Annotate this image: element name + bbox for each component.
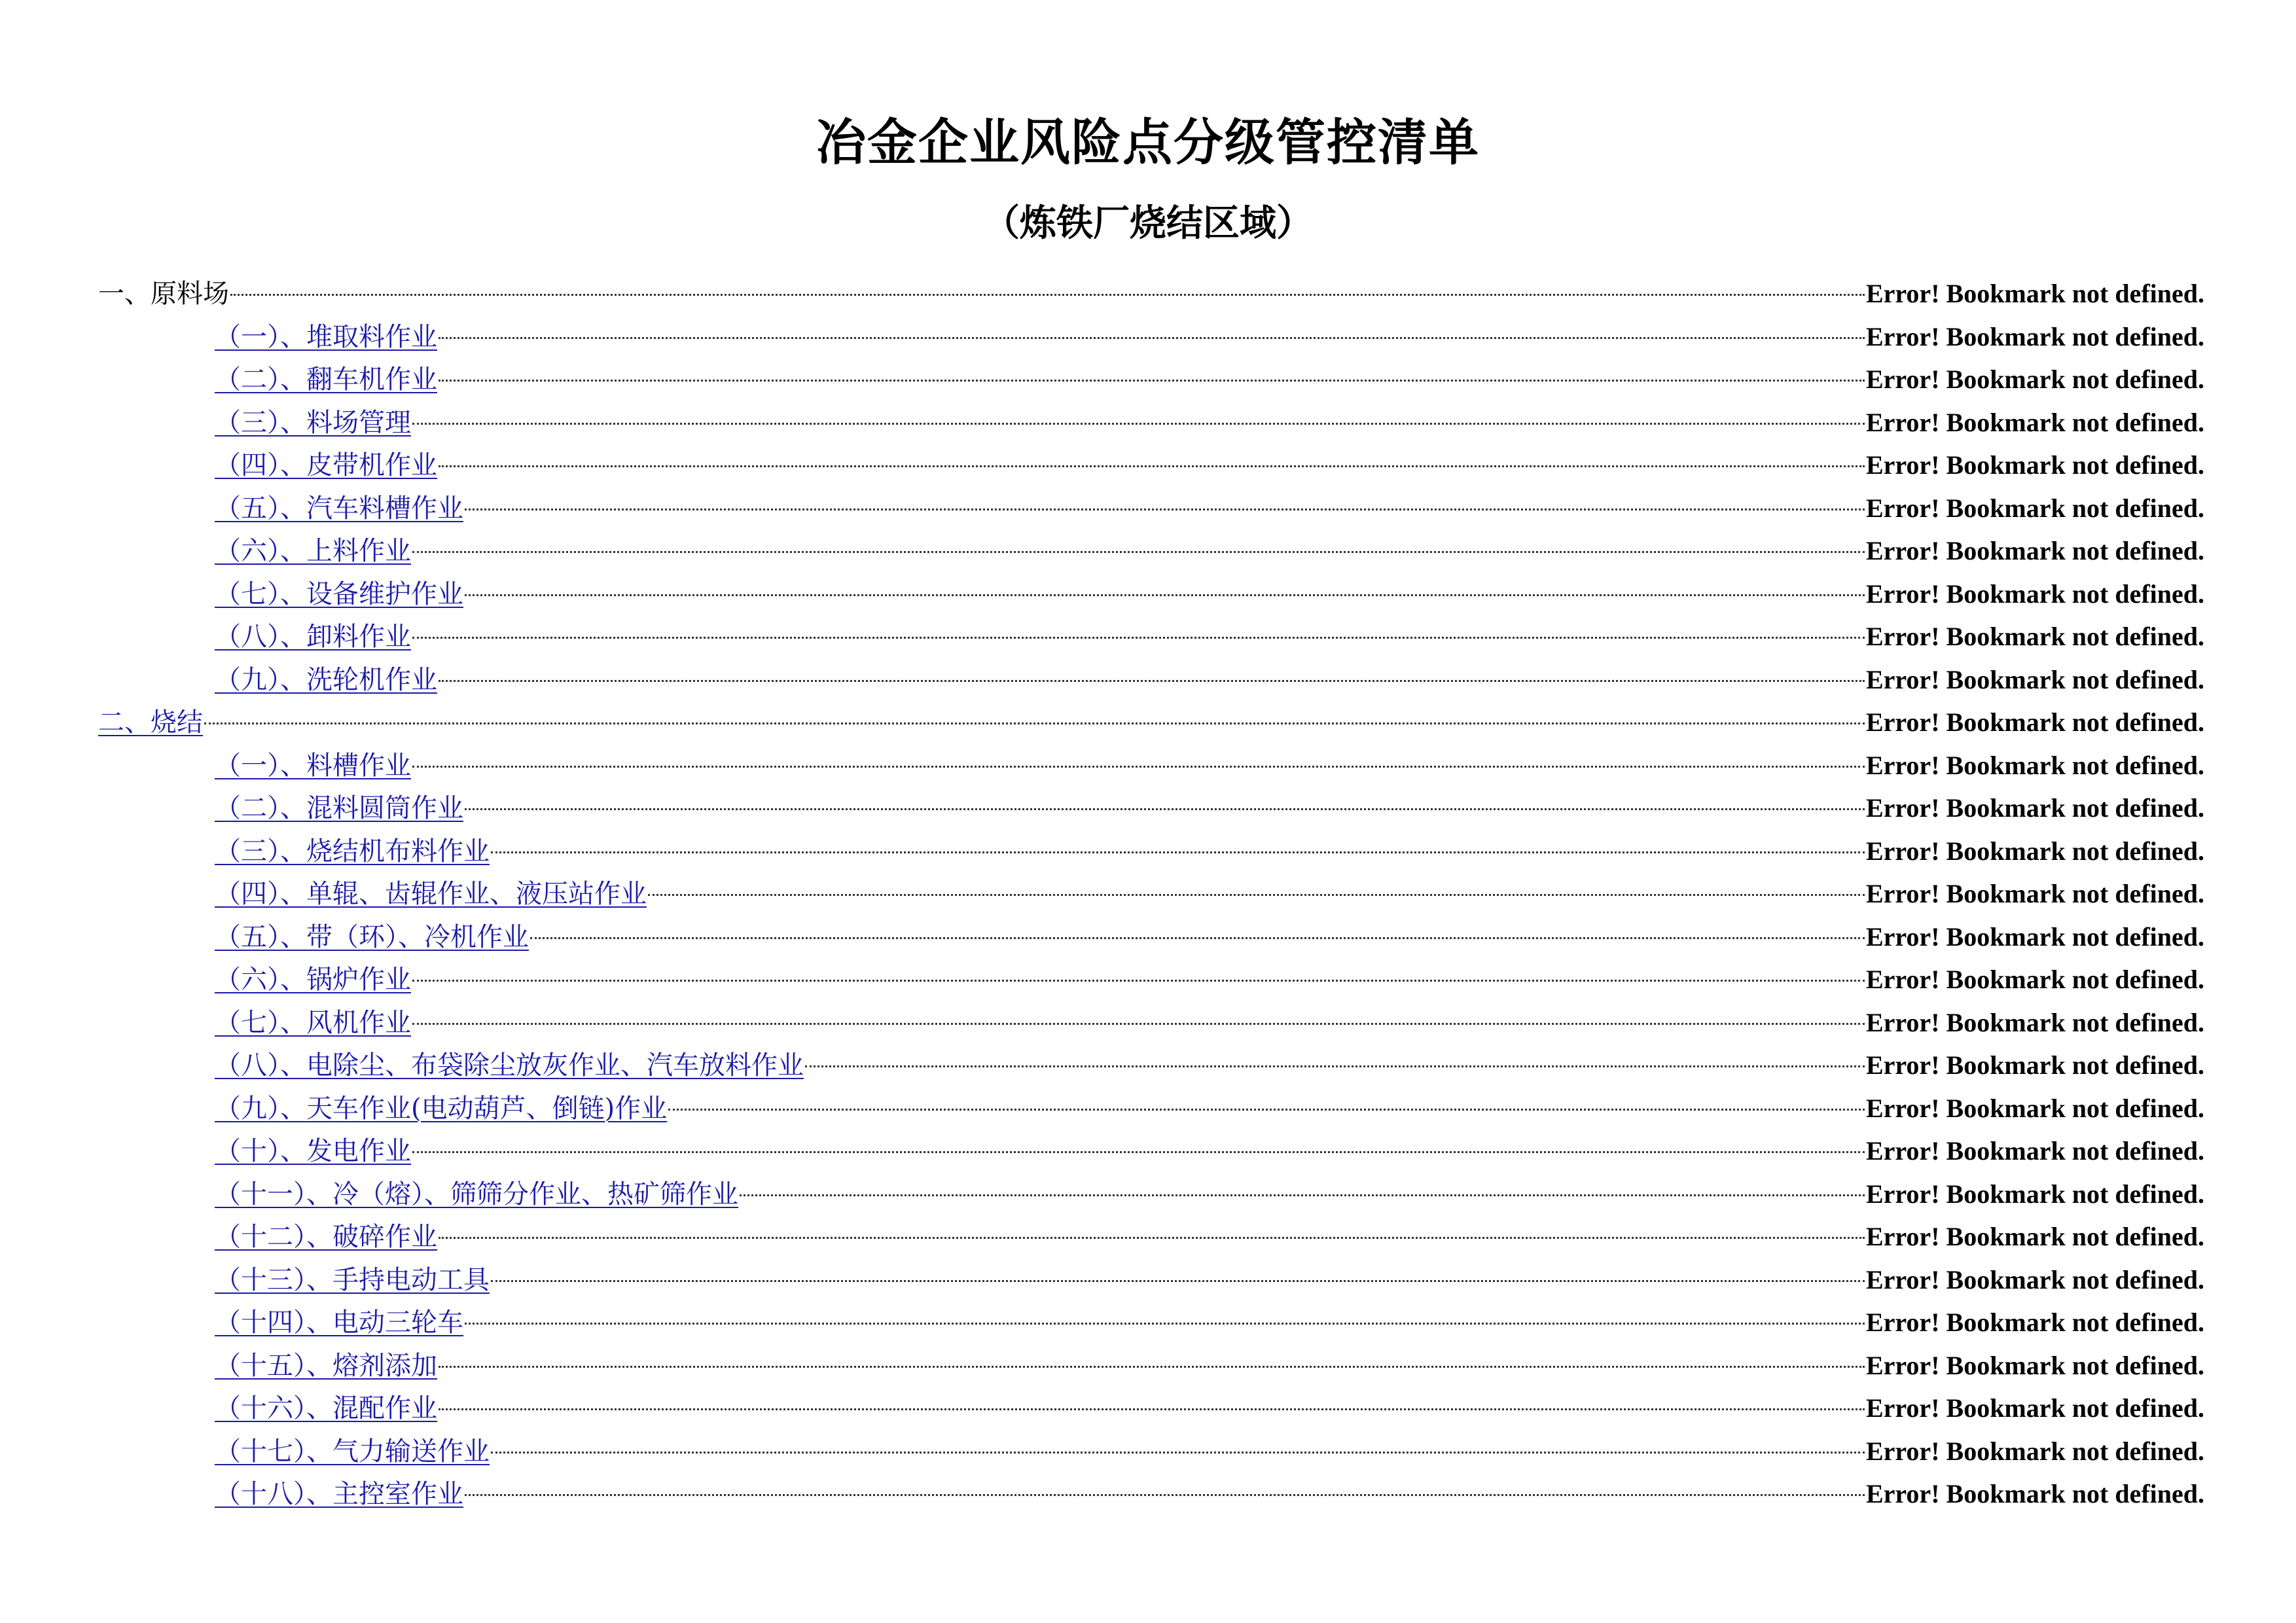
dot-leader <box>412 980 1865 982</box>
toc-page-reference: Error! Bookmark not defined. <box>1865 579 2204 609</box>
dot-leader <box>439 1408 1865 1410</box>
toc-entry[interactable] <box>98 1130 2204 1173</box>
toc-entry-link[interactable]: （九）、天车作业(电动葫芦、倒链)作业 <box>215 1093 668 1124</box>
toc-page-reference: Error! Bookmark not defined. <box>1865 1479 2204 1508</box>
toc-entry-link[interactable]: （十七）、气力输送作业 <box>215 1436 490 1467</box>
toc-entry[interactable] <box>98 615 2204 658</box>
toc-page-reference: Error! Bookmark not defined. <box>1865 664 2204 694</box>
dot-leader <box>439 337 1865 339</box>
toc-entry-link[interactable]: （十五）、熔剂添加 <box>215 1350 437 1381</box>
toc-entry[interactable] <box>98 529 2204 573</box>
toc-entry[interactable] <box>98 658 2204 702</box>
toc-page-reference: Error! Bookmark not defined. <box>1865 750 2204 780</box>
toc-entry[interactable] <box>98 1472 2204 1516</box>
toc-entry[interactable] <box>98 358 2204 401</box>
toc-entry-link[interactable]: （五）、带（环）、冷机作业 <box>215 921 529 952</box>
toc-entry-link[interactable]: （八）、电除尘、布袋除尘放灰作业、汽车放料作业 <box>215 1050 804 1080</box>
toc-entry[interactable] <box>98 1173 2204 1216</box>
toc-entry[interactable] <box>98 1258 2204 1302</box>
dot-leader <box>465 808 1865 810</box>
toc-entry[interactable] <box>98 1001 2204 1044</box>
dot-leader <box>491 1452 1865 1454</box>
toc-entry[interactable] <box>98 701 2204 744</box>
toc-entry-link[interactable]: （一）、堆取料作业 <box>215 321 437 352</box>
dot-leader <box>465 1323 1865 1325</box>
dot-leader <box>412 1151 1865 1153</box>
toc-entry-link[interactable]: （十二）、破碎作业 <box>215 1222 437 1252</box>
toc-entry[interactable] <box>98 487 2204 530</box>
dot-leader <box>740 1194 1865 1196</box>
toc-entry[interactable] <box>98 573 2204 616</box>
toc-entry-link[interactable]: （二）、混料圆筒作业 <box>215 793 463 823</box>
dot-leader <box>805 1065 1865 1067</box>
toc-entry-link[interactable]: （九）、洗轮机作业 <box>215 664 437 695</box>
toc-entry-link[interactable]: （十六）、混配作业 <box>215 1393 437 1423</box>
dot-leader <box>439 1237 1865 1239</box>
dot-leader <box>412 637 1865 639</box>
toc-entry[interactable] <box>98 1087 2204 1130</box>
toc-entry[interactable] <box>98 1215 2204 1258</box>
toc-entry-link[interactable]: （十三）、手持电动工具 <box>215 1264 490 1295</box>
table-of-contents <box>98 272 2204 1516</box>
toc-entry-link[interactable]: （四）、皮带机作业 <box>215 450 437 480</box>
toc-entry-link[interactable]: （十八）、主控室作业 <box>215 1479 463 1509</box>
toc-entry[interactable] <box>98 872 2204 916</box>
dot-leader <box>465 508 1865 510</box>
toc-page-reference: Error! Bookmark not defined. <box>1865 1393 2204 1423</box>
dot-leader <box>439 680 1865 682</box>
toc-page-reference: Error! Bookmark not defined. <box>1865 1179 2204 1209</box>
dot-leader <box>491 1280 1865 1282</box>
dot-leader <box>439 465 1865 467</box>
dot-leader <box>439 1366 1865 1368</box>
toc-page-reference: Error! Bookmark not defined. <box>1865 1350 2204 1380</box>
toc-entry-label: 一、原料场 <box>98 279 229 309</box>
toc-entry-link[interactable]: （三）、料场管理 <box>215 407 411 438</box>
toc-entry[interactable] <box>98 830 2204 873</box>
toc-page-reference: Error! Bookmark not defined. <box>1865 1007 2204 1037</box>
dot-leader <box>648 894 1865 896</box>
toc-page-reference: Error! Bookmark not defined. <box>1865 450 2204 480</box>
dot-leader <box>465 1494 1865 1496</box>
document-title: 冶金企业风险点分级管控清单 <box>816 113 1480 171</box>
toc-page-reference: Error! Bookmark not defined. <box>1865 1436 2204 1466</box>
toc-entry-link[interactable]: 二、烧结 <box>98 707 203 738</box>
toc-entry[interactable] <box>98 787 2204 830</box>
toc-entry-link[interactable]: （六）、锅炉作业 <box>215 965 411 995</box>
toc-entry[interactable] <box>98 1430 2204 1473</box>
toc-entry[interactable] <box>98 401 2204 444</box>
toc-page-reference: Error! Bookmark not defined. <box>1865 1264 2204 1294</box>
toc-page-reference: Error! Bookmark not defined. <box>1865 321 2204 351</box>
toc-entry-link[interactable]: （八）、卸料作业 <box>215 622 411 652</box>
toc-entry-link[interactable]: （十）、发电作业 <box>215 1136 411 1166</box>
toc-entry-link[interactable]: （一）、料槽作业 <box>215 750 411 781</box>
dot-leader <box>491 851 1865 853</box>
toc-page-reference: Error! Bookmark not defined. <box>1865 1050 2204 1080</box>
dot-leader <box>412 1023 1865 1025</box>
dot-leader <box>412 766 1865 768</box>
dot-leader <box>412 551 1865 553</box>
toc-entry[interactable] <box>98 1387 2204 1430</box>
toc-entry[interactable] <box>98 1301 2204 1344</box>
toc-page-reference: Error! Bookmark not defined. <box>1865 536 2204 565</box>
toc-entry-link[interactable]: （六）、上料作业 <box>215 536 411 566</box>
toc-entry-link[interactable]: （四）、单辊、齿辊作业、液压站作业 <box>215 879 647 909</box>
toc-entry-link[interactable]: （二）、翻车机作业 <box>215 365 437 395</box>
toc-page-reference: Error! Bookmark not defined. <box>1865 279 2204 308</box>
toc-entry <box>98 272 2204 315</box>
dot-leader <box>465 594 1865 596</box>
toc-page-reference: Error! Bookmark not defined. <box>1865 836 2204 866</box>
toc-page-reference: Error! Bookmark not defined. <box>1865 622 2204 651</box>
dot-leader <box>668 1109 1865 1111</box>
dot-leader <box>204 722 1865 724</box>
toc-entry[interactable] <box>98 744 2204 787</box>
toc-page-reference: Error! Bookmark not defined. <box>1865 793 2204 823</box>
toc-page-reference: Error! Bookmark not defined. <box>1865 493 2204 523</box>
toc-entry-link[interactable]: （七）、风机作业 <box>215 1007 411 1038</box>
toc-entry[interactable] <box>98 444 2204 487</box>
toc-page-reference: Error! Bookmark not defined. <box>1865 1136 2204 1166</box>
dot-leader <box>439 380 1865 382</box>
toc-page-reference: Error! Bookmark not defined. <box>1865 921 2204 952</box>
toc-entry-link[interactable]: （十四）、电动三轮车 <box>215 1308 463 1338</box>
toc-entry[interactable] <box>98 315 2204 359</box>
toc-entry-link[interactable]: （五）、汽车料槽作业 <box>215 493 463 524</box>
toc-page-reference: Error! Bookmark not defined. <box>1865 365 2204 394</box>
toc-page-reference: Error! Bookmark not defined. <box>1865 407 2204 437</box>
toc-page-reference: Error! Bookmark not defined. <box>1865 707 2204 737</box>
toc-entry[interactable] <box>98 958 2204 1001</box>
toc-page-reference: Error! Bookmark not defined. <box>1865 1308 2204 1337</box>
toc-page-reference: Error! Bookmark not defined. <box>1865 965 2204 994</box>
document-subtitle: （炼铁厂烧结区域） <box>983 202 1313 245</box>
toc-entry-link[interactable]: （十一）、冷（熔）、筛筛分作业、热矿筛作业 <box>215 1179 738 1209</box>
toc-entry[interactable] <box>98 1344 2204 1387</box>
dot-leader <box>530 937 1865 939</box>
toc-entry[interactable] <box>98 916 2204 959</box>
toc-page-reference: Error! Bookmark not defined. <box>1865 1093 2204 1123</box>
toc-entry-link[interactable]: （三）、烧结机布料作业 <box>215 836 490 866</box>
dot-leader <box>230 294 1865 296</box>
toc-entry[interactable] <box>98 1044 2204 1087</box>
toc-entry-link[interactable]: （七）、设备维护作业 <box>215 579 463 609</box>
toc-page-reference: Error! Bookmark not defined. <box>1865 1222 2204 1251</box>
dot-leader <box>412 423 1865 425</box>
toc-page-reference: Error! Bookmark not defined. <box>1865 879 2204 908</box>
